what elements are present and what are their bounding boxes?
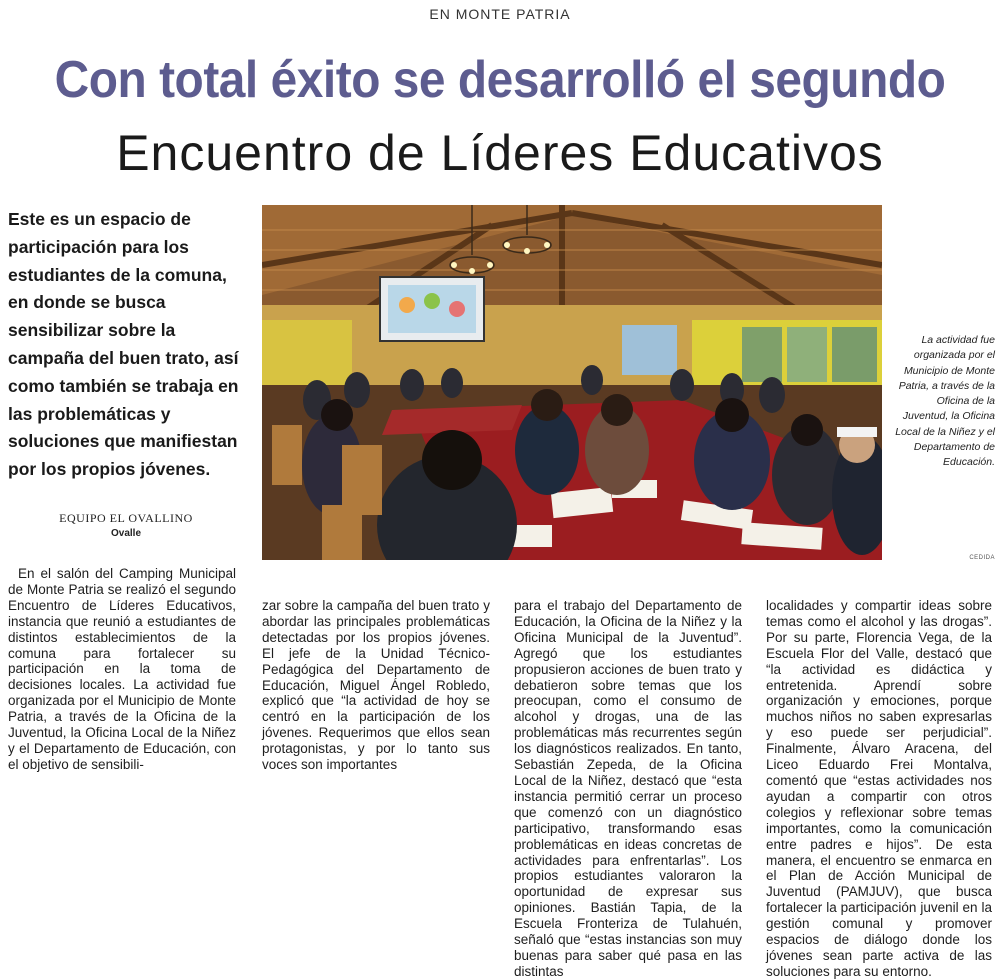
byline-team: EQUIPO EL OVALLINO: [59, 511, 193, 525]
lead-paragraph: Este es un espacio de participación para los estudiantes de la comuna, en donde se busca sensibilizar sobre la campaña del buen trato, así como también se trabaja en las problemáticas y soluciones que manifiestan por los propios jóvenes.: [8, 209, 239, 480]
body-column-1: [8, 566, 236, 773]
photo-illustration: [262, 205, 882, 560]
body-text-3: para el trabajo del Departamento de Educación, la Oficina de la Niñez y la Oficina Municipal de la Juventud”. Agregó que los estudiantes propusieron acciones de buen trato y debatieron sobre temas que los preocupan, como el consumo de alcohol y drogas, una de las problemáticas más recurrentes según los diagnósticos realizados. En tanto, Sebastián Zepeda, de la Oficina Local de la Niñez, destacó que “esta instancia permitió cerrar un proceso que comenzó con un diagnóstico participativo, transformando esas problemáticas en ideas concretas de actividades para enfrentarlas”. Los propios estudiantes valoraron la oportunidad de expresar sus opiniones. Bastián Tapia, de la Escuela Fronteriza de Tulahuén, señaló que “estas instancias son muy buenas para saber qué pasa en las distintas: [514, 598, 742, 979]
photo-credit: CEDIDA: [969, 555, 995, 561]
photo-caption: La actividad fue organizada por el Municipio de Monte Patria, a través de la Oficina de la Juventud, la Oficina Local de la Niñez y el Departamento de Educación.: [895, 334, 995, 469]
body-text-2: zar sobre la campaña del buen trato y abordar las principales problemáticas detectadas por los propios jóvenes. El jefe de la Unidad Técnico-Pedagógica del Departamento de Educación, Miguel Ángel Robledo, explicó que “la actividad de hoy se centró en la participación de los jóvenes. Requerimos que ellos sean protagonistas, y por lo tanto sus voces son importantes: [262, 598, 490, 773]
section-label: EN MONTE PATRIA: [429, 6, 571, 22]
body-text-1: En el salón del Camping Municipal de Monte Patria se realizó el segundo Encuentro de Líderes Educativos, instancia que reunió a estudiantes de distintos establecimientos de la comuna para fortalecer su participación en la toma de decisiones locales. La actividad fue organizada por el Municipio de Monte Patria, a través de la Oficina de la Juventud, la Oficina Local de la Niñez y el Departamento de Educación, con el objetivo de sensibili-: [8, 566, 236, 772]
article-photo: [262, 205, 882, 560]
body-column-4: [766, 598, 992, 980]
byline-city: Ovalle: [110, 528, 142, 539]
body-text-4: localidades y compartir ideas sobre temas como el alcohol y las drogas”. Por su parte, Florencia Vega, de la Escuela Flor del Valle, destacó que “la actividad es didáctica y entretenida. Aprendí sobre organización y emociones, porque muchos niños no saben expresarlas y eso puede ser perjudicial”. Finalmente, Álvaro Aracena, del Liceo Eduardo Frei Montalva, comentó que “estas actividades nos ayudan a compartir con otros colegios y reflexionar sobre temas importantes, como la comunicación entre padres e hijos”. De esta manera, el encuentro se enmarca en el Plan de Acción Municipal de Juventud (PAMJUV), que busca fortalecer la participación juvenil en la gestión comunal y promover espacios de diálogo donde los jóvenes sean parte activa de las soluciones para su entorno.: [766, 598, 992, 979]
body-column-3: [514, 598, 742, 980]
body-column-2: [262, 598, 490, 773]
headline-line-1: Con total éxito se desarrolló el segundo: [54, 51, 946, 109]
headline-line-2: Encuentro de Líderes Educativos: [116, 125, 884, 181]
byline: [8, 511, 244, 539]
